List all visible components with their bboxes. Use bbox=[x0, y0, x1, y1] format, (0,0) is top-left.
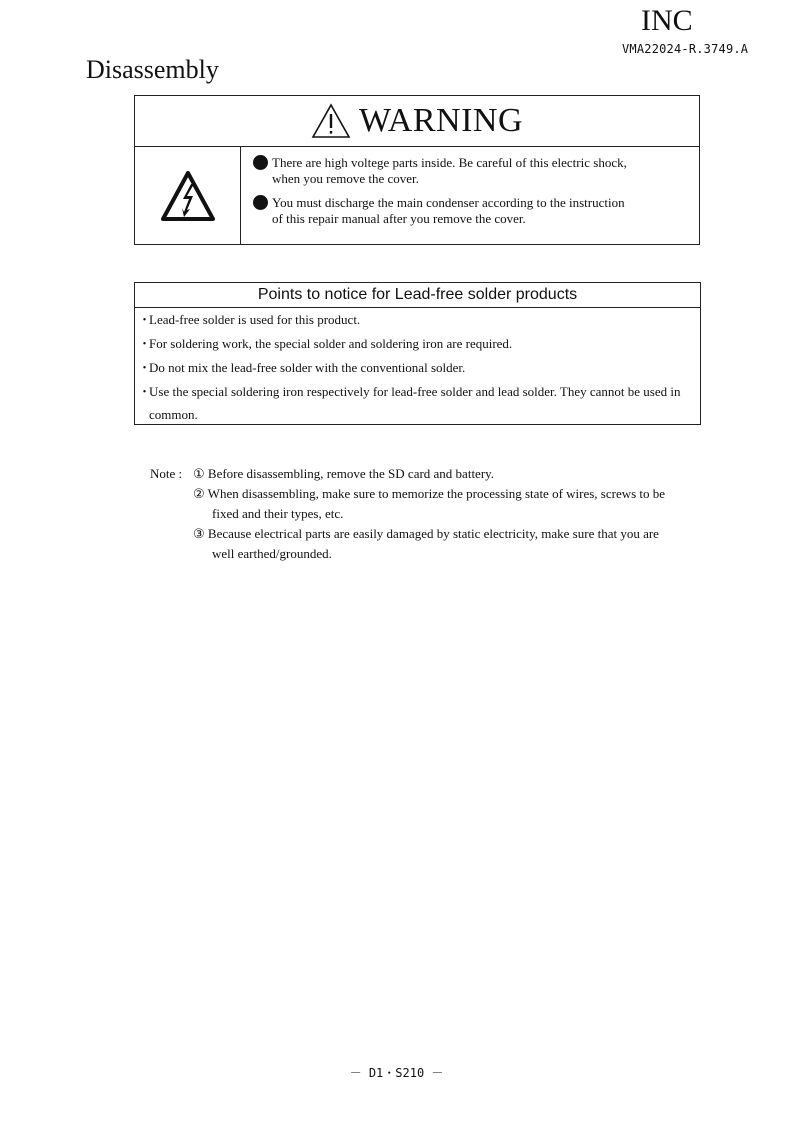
warning-item-line: when you remove the cover. bbox=[272, 171, 419, 186]
warning-item bbox=[253, 155, 627, 187]
bullet-dot-icon bbox=[253, 155, 268, 170]
list-item: ・ Lead-free solder is used for this product. bbox=[138, 312, 361, 327]
list-item: ・ Do not mix the lead-free solder with the conventional solder. bbox=[138, 360, 466, 375]
warning-title: WARNING bbox=[358, 102, 524, 139]
warning-item bbox=[253, 195, 627, 227]
list-item: ・ For soldering work, the special solder and soldering iron are required. bbox=[138, 336, 513, 351]
warning-item-line: You must discharge the main condenser according to the instruction bbox=[272, 195, 625, 210]
list-item: ・ Use the special soldering iron respectively for lead-free solder and lead solder. They cannot be used in bbox=[138, 384, 681, 399]
notes-section bbox=[150, 462, 665, 566]
warning-box bbox=[134, 95, 700, 245]
lead-free-list bbox=[135, 308, 700, 427]
warning-header bbox=[135, 96, 699, 147]
page-number: － D1・S210 － bbox=[349, 1066, 444, 1080]
document-id: VMA22024-R.3749.A bbox=[622, 42, 749, 56]
high-voltage-icon bbox=[160, 170, 216, 222]
page-title: Disassembly bbox=[86, 55, 219, 84]
note-item-continuation: well earthed/grounded. bbox=[212, 546, 332, 561]
note-item-continuation: fixed and their types, etc. bbox=[212, 506, 344, 521]
warning-body bbox=[135, 147, 699, 244]
warning-item-line: There are high voltege parts inside. Be careful of this electric shock, bbox=[272, 155, 627, 170]
warning-items bbox=[241, 147, 627, 244]
note-item: ② When disassembling, make sure to memorize the processing state of wires, screws to be bbox=[193, 486, 666, 501]
note-label: Note : bbox=[150, 466, 183, 481]
note-item: ③ Because electrical parts are easily damaged by static electricity, make sure that you are bbox=[193, 526, 659, 541]
warning-triangle-icon bbox=[311, 103, 351, 139]
bullet-dot-icon bbox=[253, 195, 268, 210]
warning-icon-cell bbox=[135, 147, 241, 244]
note-item: Note : ① Before disassembling, remove the SD card and battery. bbox=[150, 462, 665, 486]
list-item-continuation: common. bbox=[149, 407, 198, 422]
lead-free-title: Points to notice for Lead-free solder products bbox=[135, 283, 700, 308]
lead-free-notice-box bbox=[134, 282, 701, 425]
brand-logo-text: INC bbox=[641, 4, 693, 37]
warning-item-line: of this repair manual after you remove the cover. bbox=[272, 211, 526, 226]
